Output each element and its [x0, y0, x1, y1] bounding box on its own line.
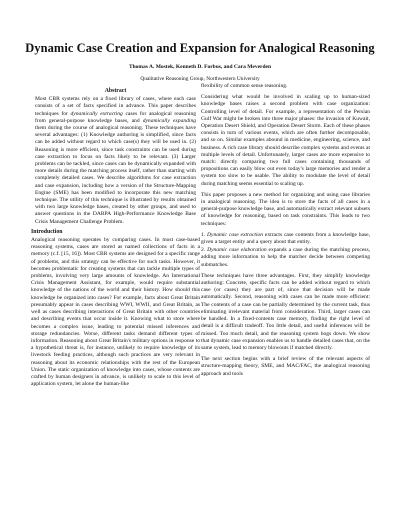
right-column [201, 83, 370, 382]
paragraph-continued: flexibility of common sense reasoning. [201, 83, 288, 89]
paragraph-scaling: Considering what would be involved in scaling up to human-sized knowledge bases raises a second problem with case organization: Controlling level of detail. For example, a representation of the Persian Gulf War might be broken into three major phases: the invasion of Kuwait, Operation Desert Shield, and Operation Desert Storm. Each of these phases consists in turn of various events, which are often further decomposable, and so on. Similar examples abound in medicine, engineering, science, and business. A rich case library should describe complex systems and events at multiple levels of detail. Unfortunately, larger cases are more expensive to match: directly comparing two full cases containing thousands of propositions can easily blow out even today's large memories and render a system too slow to be usable. The ability to modulate the level of detail during matching seems essential to scaling up. [201, 94, 370, 187]
paper-affiliation: Qualitative Reasoning Group, Northwestern University [140, 76, 260, 82]
abstract-heading: Abstract [104, 88, 127, 94]
abstract-body: Most CBR systems rely on a fixed library of cases, where each case consists of a set of facts specified in advance. This paper describes techniques for dynamically extracting cases for analogical reasoning from general-purpose knowledge bases, and dynamically expanding them during the course of analogical reasoning. These techniques have several advantages: (1) Knowledge authoring is simplified, since facts can be added without regard to which case(s) they will be used in. (2) Reasoning is more efficient, since task constraints can be used during case extraction to focus on facts likely to be relevant. (3) Larger problems can be tackled, since cases can be dynamically expanded with more details during the matching process itself, rather than starting with completely detailed cases. We describe algorithms for case extraction and case expansion, including how a version of the Structure-Mapping Engine (SME) has been modified to incorporate this new matching technique. The utility of this technique is illustrated by results obtained with two large knowledge bases, created by other groups, and used to answer questions in the DARPA High-Performance Knowledge Base Crisis Management Challenge Problem. [35, 96, 196, 225]
paragraph-next-section: The next section begins with a brief review of the relevant aspects of structure-mapping theory, SME, and MAC/FAC, the analogical reasoning approach and tools [201, 356, 370, 377]
paragraph-advantages: These techniques have three advantages. First, they simplify knowledge authoring: Concrete, specific facts can be added without regard to which case (or cases) they are part of, since that decision will be made automatically. Second, reasoning with cases can be made more efficient: The contents of a case can be partially determined by the current task, thus eliminating irrelevant material from consideration. Third, larger cases can be handled. In a fixed-contents case memory, finding the right level of detail is a difficult tradeoff. Too little detail, and useful inferences will be missed. Too much detail, and the reasoning system bogs down. We show that dynamic case expansion enables us to handle detailed cases that, on the same system, lead to memory blowouts if matched directly. [201, 272, 370, 351]
introduction-heading: Introduction [31, 228, 63, 235]
paper-authors: Thomas A. Mostek, Kenneth D. Forbus, and Cara Meverden [128, 64, 272, 70]
list-item-elaboration: 2. Dynamic case elaboration expands a case during the matching process, adding more information to help the matcher decide between competing submatches. [201, 247, 371, 268]
introduction-paragraph: Analogical reasoning operates by comparing cases. In most case-based reasoning systems, cases are stored as named collections of facts in a memory (c.f. [15, 16]). Most CBR systems are designed for a specific range of problems, and this strategy can be effective for such tasks. However, it becomes problematic for creating systems that can tackle multiple types of problems, involving very large amounts of knowledge. An International Crisis Management Assistant, for example, would require substantial knowledge of the nations of the world and their history. How should this knowledge be organized into cases? For example, facts about Great Britain presumably appear in cases describing WWI, WWII, and Great Britain, as well as cases describing interactions of Great Britain with other countries and describing events that occur inside it. Knowing what to store where becomes a complex issue, leading to potential missed inferences and storage redundancies. Worse, different tasks demand different types of information. Reasoning about Great Britain's military options in response to a hypothetical threat is, for instance, unlikely to require knowledge of its livestock feeding practices, although such practices are very relevant in reasoning about its economic relationships with the rest of the European Union. The static organization of knowledge into cases, whose contents are crafted by human designers in advance, is unlikely to scale to this level of application system, let alone the human-like [31, 237, 200, 388]
paragraph-proposal: This paper proposes a new method for organizing and using case libraries in analogical reasoning. The idea is to store the facts of all cases in a general-purpose knowledge base, and automatically extract relevant subsets of knowledge for reasoning, based on task constraints. This leads to two techniques: [201, 191, 370, 227]
list-item-extraction: 1. Dynamic case extraction extracts case contents from a knowledge base, given a target entity and a query about that entity. [201, 231, 370, 246]
paper-title: Dynamic Case Creation and Expansion for Analogical Reasoning [25, 41, 375, 55]
left-column [31, 88, 200, 392]
